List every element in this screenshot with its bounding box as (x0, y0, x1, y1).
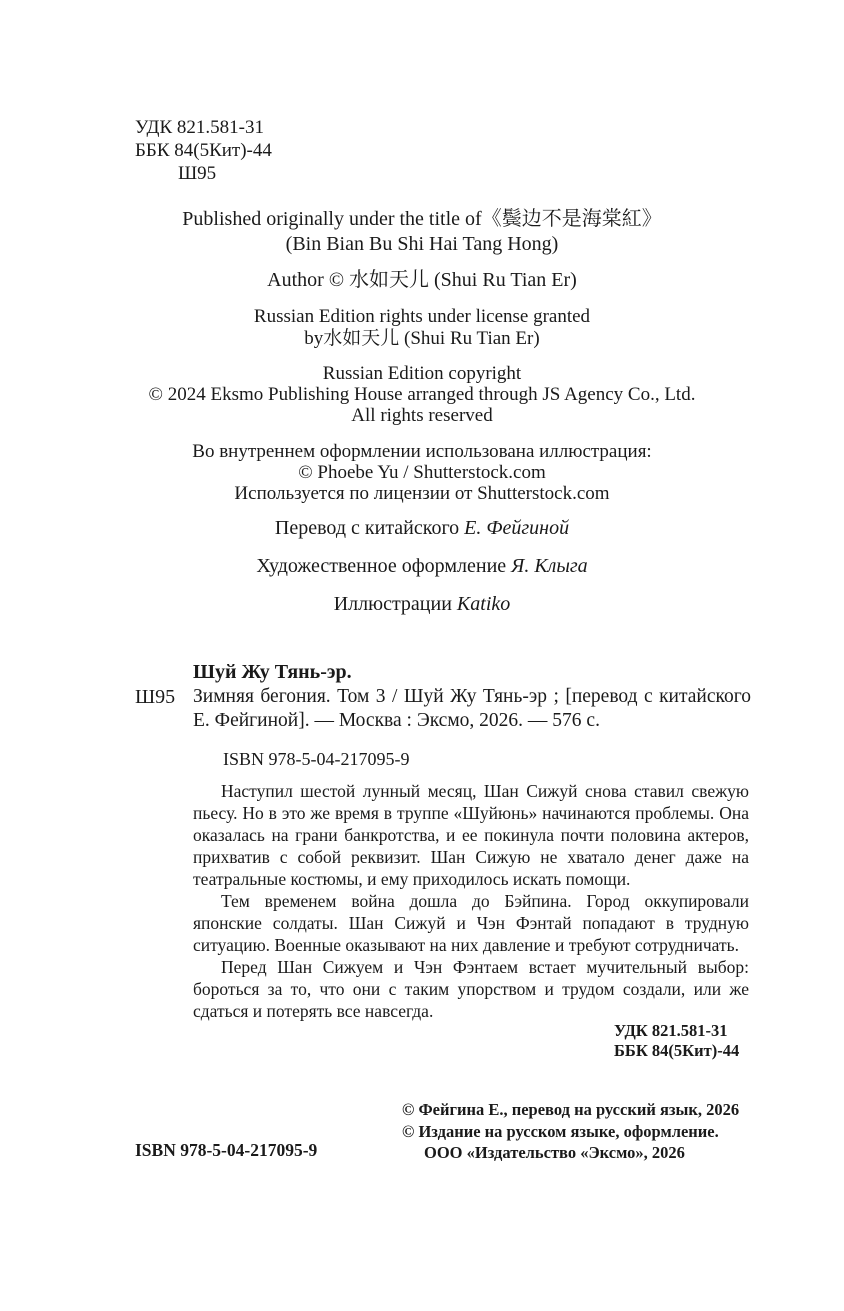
published-title-romanization: (Bin Bian Bu Shi Hai Tang Hong) (285, 233, 559, 255)
design-credit (0, 554, 844, 578)
footer-isbn: ISBN 978-5-04-217095-9 (135, 1140, 318, 1160)
author-credit: Author © 水如天儿 (Shui Ru Tian Er) (267, 269, 577, 291)
annotation-paragraph: Наступил шестой лунный месяц, Шан Сижуй снова ставил свежую пьесу. Но в это же время в труппе «Шуйюнь» начинаются проблемы. Она оказалась на грани банкротства, и ее покинула почти половина актеров, прихватив с собой реквизит. Шан Сижую не хватало денег даже на театральные костюмы, и ему приходилось искать помощи. (193, 781, 749, 889)
illustrations-label: Иллюстрации (333, 593, 452, 615)
footer-copyright-1: © Фейгина Е., перевод на русский язык, 2026 (402, 1100, 740, 1119)
designer-name: Я. Клыга (511, 555, 588, 577)
footer-copyright-3: ООО «Издательство «Эксмо», 2026 (424, 1143, 685, 1162)
translation-label: Перевод с китайского (274, 517, 460, 539)
copyright-line-2: © 2024 Eksmo Publishing House arranged through JS Agency Co., Ltd. (148, 384, 696, 405)
illustration-credit-1: Во внутреннем оформлении использована иллюстрация: (192, 441, 652, 462)
copyright-line-1: Russian Edition copyright (322, 363, 522, 384)
annotation-paragraph: Перед Шан Сижуем и Чэн Фэнтаем встает мучительный выбор: бороться за то, что они с таким упорством и трудом создали, или же сдаться и потерять все навсегда. (193, 957, 749, 1021)
annotation (193, 780, 749, 1022)
translation-credit (0, 516, 844, 540)
illustration-credit-3: Используется по лицензии от Shutterstock.com (234, 483, 610, 504)
annotation-bbk: ББК 84(5Кит)-44 (614, 1041, 740, 1060)
bibliography-description: Зимняя бегония. Том 3 / Шуй Жу Тянь-эр ; [перевод с китайского Е. Фейгиной]. — Москва : Эксмо, 2026. — 576 с. (193, 686, 751, 731)
illustrator-name: Katiko (456, 593, 511, 615)
udk-code: УДК 821.581-31 (135, 117, 264, 138)
bbk-code: ББК 84(5Кит)-44 (135, 140, 272, 161)
design-label: Художественное оформление (256, 555, 507, 577)
annotation-udk: УДК 821.581-31 (614, 1021, 728, 1040)
copyright-line-3: All rights reserved (351, 405, 493, 426)
published-title-line: Published originally under the title of《鬓边不是海棠紅》 (182, 208, 662, 230)
bibliography-isbn: ISBN 978-5-04-217095-9 (223, 749, 410, 769)
illustrations-credit (0, 592, 844, 616)
rights-line-1: Russian Edition rights under license granted (253, 306, 591, 327)
bibliography-author: Шуй Жу Тянь-эр. (193, 661, 352, 683)
bibliography-mark: Ш95 (135, 686, 176, 708)
rights-line-2: by水如天儿 (Shui Ru Tian Er) (304, 328, 540, 349)
illustration-credit-2: © Phoebe Yu / Shutterstock.com (298, 462, 546, 483)
annotation-paragraph: Тем временем война дошла до Бэйпина. Город оккупировали японские солдаты. Шан Сижуй и Чэн Фэнтай попадают в трудную ситуацию. Военные оказывают на них давление и требуют сотрудничать. (193, 891, 749, 955)
footer-copyright-2: © Издание на русском языке, оформление. (402, 1122, 719, 1141)
author-mark: Ш95 (178, 163, 217, 184)
translator-name: Е. Фейгиной (464, 517, 570, 539)
